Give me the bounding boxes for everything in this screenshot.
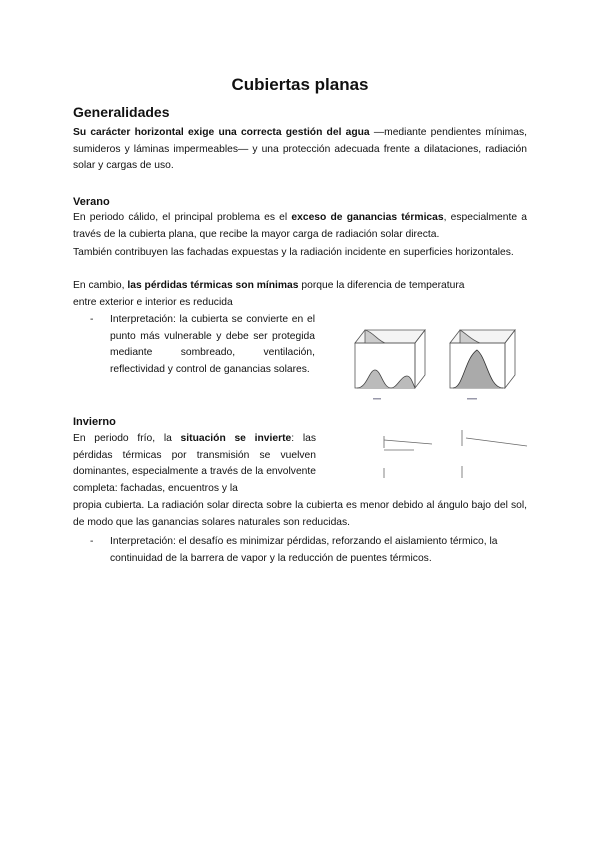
- verano-p1-bold: exceso de ganancias térmicas: [291, 212, 444, 223]
- bullet-invierno: Interpretación: el desafío es minimizar pérdidas, reforzando el aislamiento térmico, la continuidad de la barrera de vapor y la reducción de puentes térmicos.: [110, 536, 498, 564]
- paragraph-verano-2: También contribuyen las fachadas expuestas y la radiación incidente en superficies horizontales.: [73, 247, 514, 258]
- verano-p3-a: En cambio,: [73, 280, 128, 291]
- paragraph-invierno-1: [73, 431, 316, 498]
- bullet-dash-invierno: -: [90, 536, 94, 547]
- bullet-dash-verano: -: [90, 314, 94, 325]
- verano-p3-b: porque la diferencia de temperatura entre exterior e interior es reducida: [73, 280, 465, 308]
- heading-invierno: Invierno: [73, 416, 116, 428]
- verano-p3-bold: las pérdidas térmicas son mínimas: [127, 280, 299, 291]
- paragraph-verano-1: [73, 210, 527, 243]
- invierno-p1-a: En periodo frío, la: [73, 433, 181, 444]
- paragraph-verano-3: [73, 278, 488, 311]
- winter-loss-figure: [372, 428, 532, 488]
- generalidades-bold: Su carácter horizontal exige una correcta gestión del agua: [73, 127, 370, 138]
- paragraph-generalidades: [73, 125, 527, 175]
- page-title: Cubiertas planas: [231, 75, 369, 94]
- bullet-verano: Interpretación: la cubierta se convierte en el punto más vulnerable y debe ser protegida mediante sombreado, ventilación, reflectividad y control de ganancias solares.: [110, 314, 315, 376]
- invierno-p1-bold: situación se invierte: [180, 433, 292, 444]
- summer-radiation-figure: [345, 318, 530, 403]
- verano-p1-b: , especialmente a través de la cubierta plana, que recibe la mayor carga de radiación solar directa.: [73, 212, 527, 240]
- paragraph-invierno-2: propia cubierta. La radiación solar directa sobre la cubierta es menor debido al ángulo bajo del sol, de modo que las ganancias solares naturales son reducidas.: [73, 500, 527, 528]
- verano-p1-a: En periodo cálido, el principal problema es el: [73, 212, 292, 223]
- heading-generalidades: Generalidades: [73, 104, 170, 120]
- generalidades-text: —mediante pendientes mínimas, sumideros y láminas impermeables— y una protección adecuada frente a dilataciones, radiación solar y cargas de uso.: [73, 127, 527, 172]
- heading-verano: Verano: [73, 196, 110, 208]
- invierno-p1-b: : las pérdidas térmicas por transmisión se vuelven dominantes, especialmente a través de la envolvente completa: fachadas, encuentros y la: [73, 433, 316, 495]
